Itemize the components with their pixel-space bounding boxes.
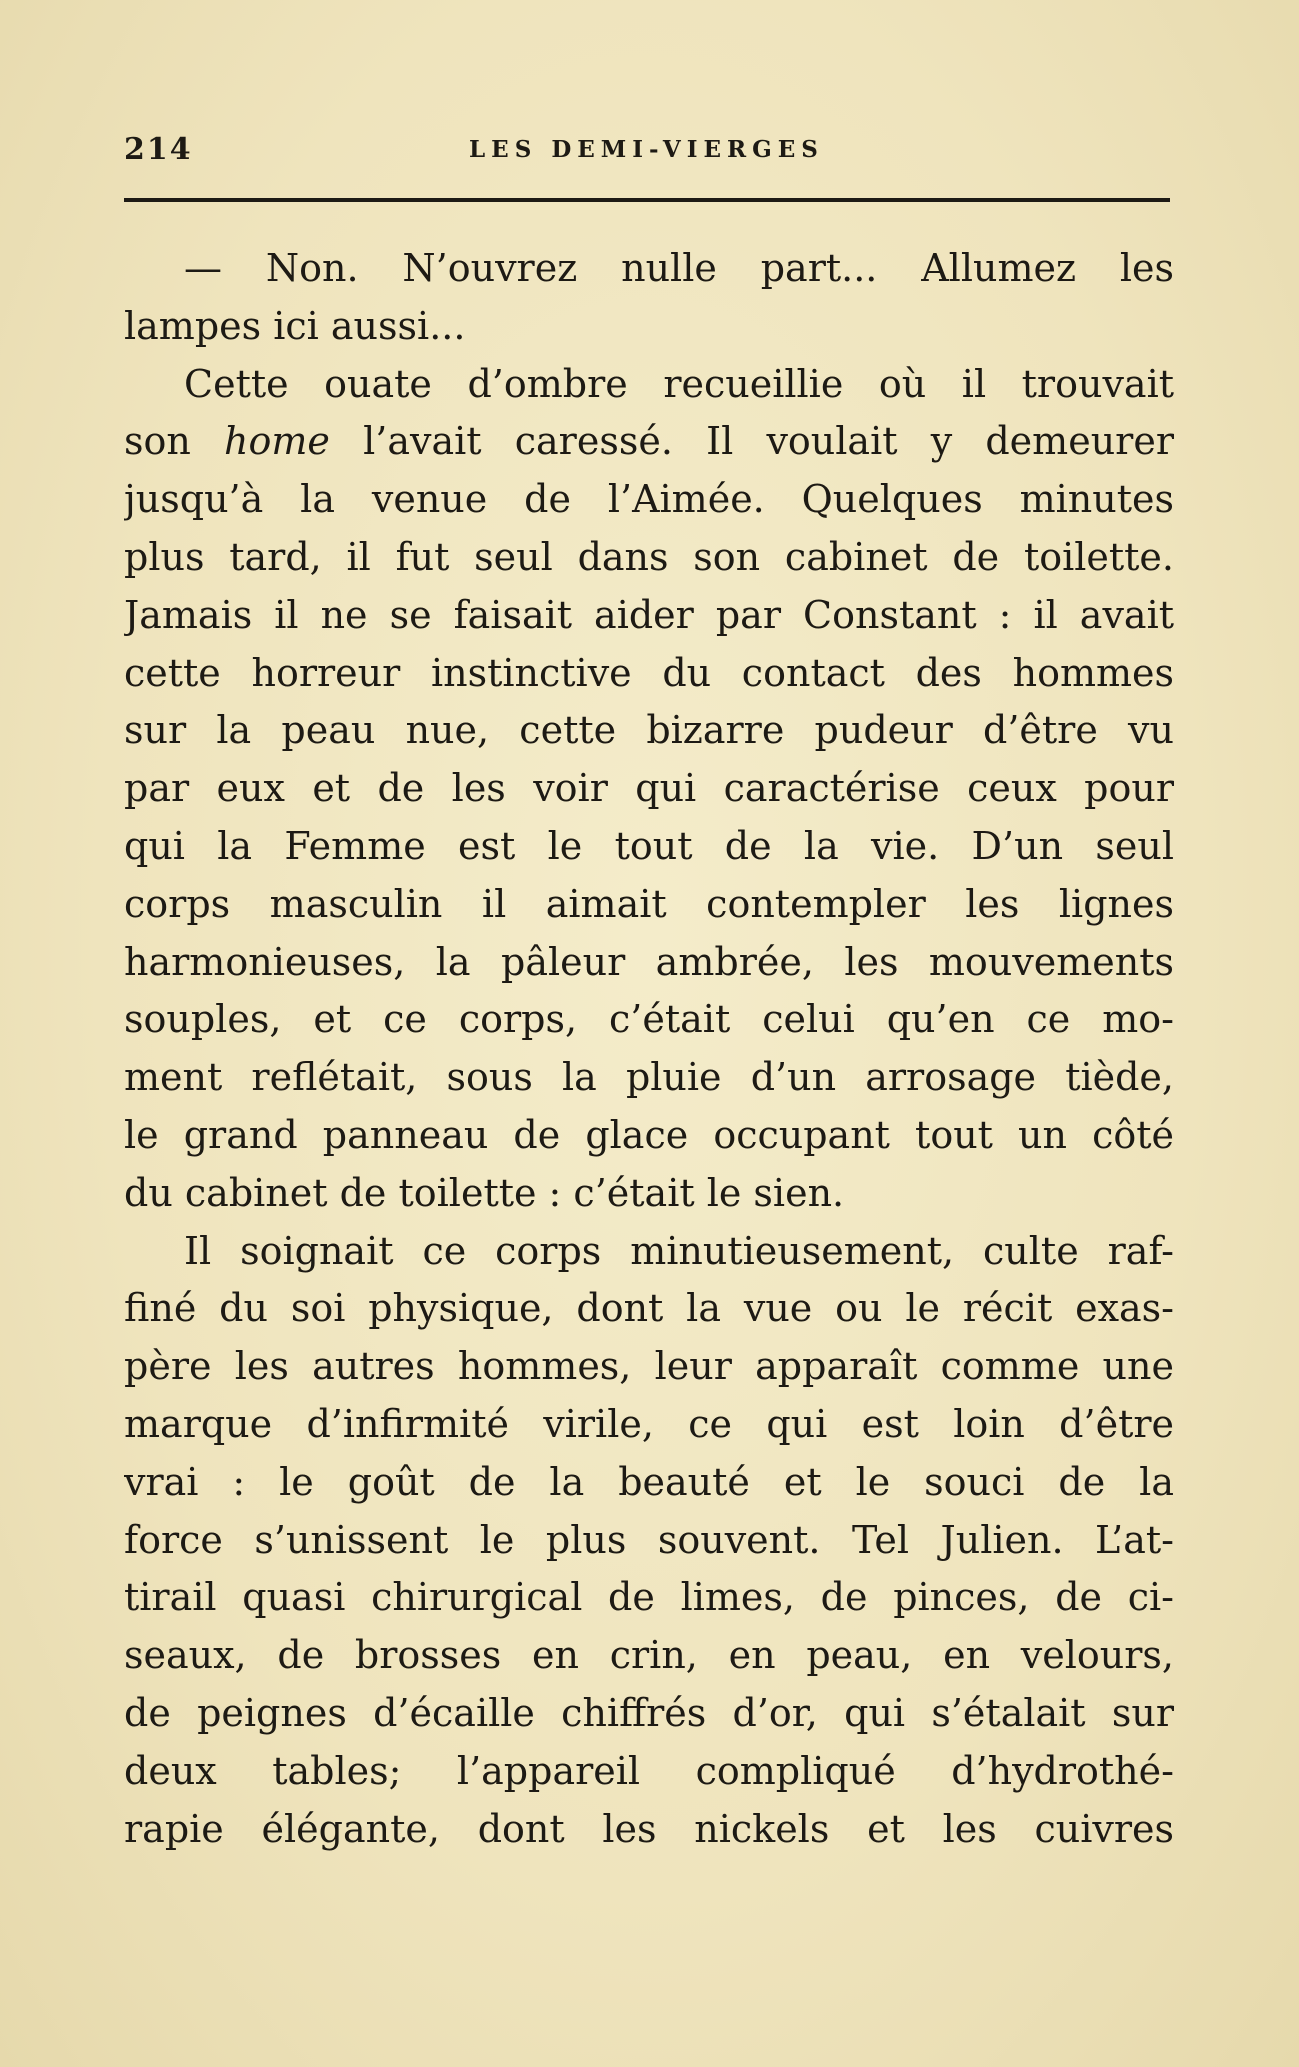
text-line: cette horreur instinctive du contact des hommes [124,650,1174,695]
text-line: — Non. N’ouvrez nulle part... Allumez les [184,246,1174,290]
text-line: corps masculin il aimait contempler les lignes [124,881,1174,926]
text-line: plus tard, il fut seul dans son cabinet de toilette. [124,534,1174,579]
text-line: jusqu’à la venue de l’Aimée. Quelques minutes [124,477,1174,522]
text-line: le grand panneau de glace occupant tout un côté [124,1112,1174,1157]
text-line: de peignes d’écaille chiffrés d’or, qui s’étalait sur [124,1690,1174,1735]
text-line: deux tables; l’appareil compliqué d’hydrothé- [124,1748,1174,1793]
text-line: qui la Femme est le tout de la vie. D’un seul [124,823,1174,868]
text-line: marque d’infirmité virile, ce qui est loin d’être [124,1401,1174,1446]
page-header [124,132,1170,172]
italic-word: home [224,419,330,464]
text-line: Jamais il ne se faisait aider par Constant : il avait [124,592,1174,637]
text-line: souples, et ce corps, c’était celui qu’en ce mo- [124,997,1174,1042]
text-line: Cette ouate d’ombre recueillie où il trouvait [184,361,1174,406]
text-line: harmonieuses, la pâleur ambrée, les mouvements [124,939,1174,984]
text-line: finé du soi physique, dont la vue ou le récit exas- [124,1286,1174,1331]
text-line: sur la peau nue, cette bizarre pudeur d’être vu [124,708,1174,753]
text-line: vrai : le goût de la beauté et le souci de la [124,1459,1174,1504]
running-head: LES DEMI-VIERGES [469,136,824,163]
text-line: père les autres hommes, leur apparaît comme une [124,1344,1174,1389]
text-line: force s’unissent le plus souvent. Tel Julien. L’at- [124,1517,1174,1562]
text-line: du cabinet de toilette : c’était le sien. [124,1170,845,1215]
text-span: l’avait caressé. Il voulait y demeurer [329,419,1174,464]
text-span: son [124,419,225,464]
text-line: par eux et de les voir qui caractérise ceux pour [124,766,1174,811]
page-number: 214 [124,132,193,167]
text-line: Il soignait ce corps minutieusement, culte raf- [184,1228,1174,1273]
text-line: seaux, de brosses en crin, en peau, en velours, [124,1633,1174,1678]
body-text [124,240,1174,1858]
header-rule [124,198,1170,202]
text-line: ment reflétait, sous la pluie d’un arrosage tiède, [124,1055,1174,1100]
text-line [124,413,1174,471]
text-line: lampes ici aussi... [124,303,466,348]
text-line: tirail quasi chirurgical de limes, de pinces, de ci- [124,1575,1174,1620]
text-line: rapie élégante, dont les nickels et les cuivres [124,1806,1174,1851]
